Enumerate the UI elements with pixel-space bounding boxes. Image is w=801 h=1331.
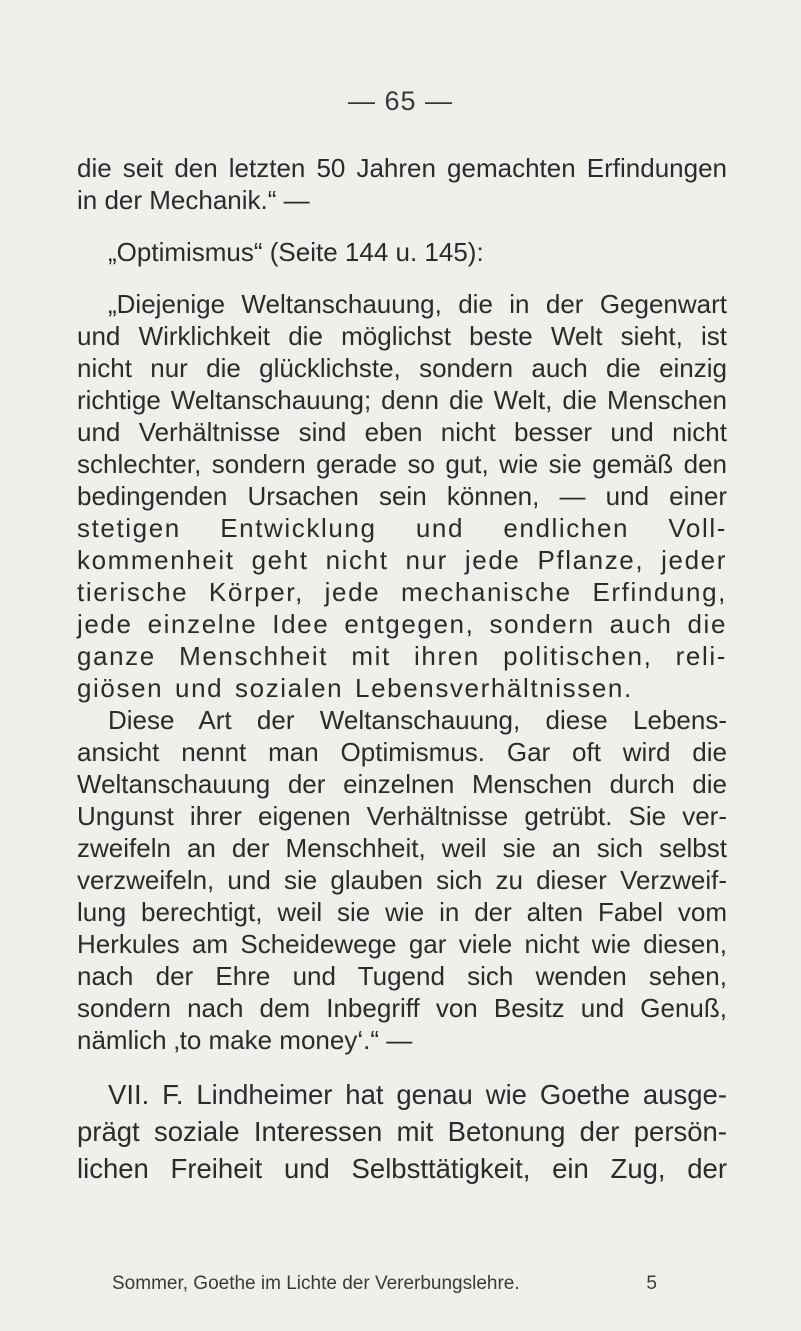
text-line: „Diejenige Weltanschauung, die in der Gegenwart xyxy=(108,289,727,319)
text-line: Herkules am Scheidewege gar viele nicht wie diesen, xyxy=(77,929,727,959)
text-line: zweifeln an der Menschheit, weil sie an sich selbst xyxy=(77,833,727,863)
signature-line: Sommer, Goethe im Lichte der Vererbungslehre. xyxy=(112,1273,520,1294)
text-line: verzweifeln, und sie glauben sich zu dieser Verzweif- xyxy=(77,865,727,895)
text-line: kommenheit geht nicht nur jede Pflanze, jeder xyxy=(77,545,727,575)
text-line: nämlich ‚to make money‘.“ — xyxy=(77,1025,413,1055)
body-text xyxy=(77,152,727,1187)
text-line: die seit den letzten 50 Jahren gemachten Erfindungen xyxy=(77,153,727,183)
text-line: tierische Körper, jede mechanische Erfindung, xyxy=(77,577,727,607)
text-line: bedingenden Ursachen sein können, — und einer xyxy=(77,481,727,511)
page-number: — 65 — xyxy=(347,86,454,116)
text-line: und Verhältnisse sind eben nicht besser und nicht xyxy=(77,417,727,447)
text-line: nach der Ehre und Tugend sich wenden sehen, xyxy=(77,961,727,991)
text-line: sondern nach dem Inbegriff von Besitz und Genuß, xyxy=(77,993,727,1023)
text-line: und Wirklichkeit die möglichst beste Welt sieht, ist xyxy=(77,321,727,351)
text-line: stetigen Entwicklung und endlichen Voll- xyxy=(77,513,727,543)
text-line: nicht nur die glücklichste, sondern auch die einzig xyxy=(77,353,727,383)
text-line: richtige Weltanschauung; denn die Welt, die Menschen xyxy=(77,385,727,415)
text-line: ansicht nennt man Optimismus. Gar oft wird die xyxy=(77,737,727,767)
text-line: prägt soziale Interessen mit Betonung der persön- xyxy=(77,1116,727,1147)
section-heading: „Optimismus“ (Seite 144 u. 145): xyxy=(108,237,484,267)
text-line: lichen Freiheit und Selbsttätigkeit, ein Zug, der xyxy=(77,1153,727,1184)
sheet-number: 5 xyxy=(646,1273,657,1294)
text-line: giösen und sozialen Lebensverhältnissen. xyxy=(77,673,633,703)
text-line: Weltanschauung der einzelnen Menschen durch die xyxy=(77,769,727,799)
text-line: Ungunst ihrer eigenen Verhältnisse getrübt. Sie ver- xyxy=(77,801,727,831)
text-line: in der Mechanik.“ — xyxy=(77,185,310,215)
text-line: schlechter, sondern gerade so gut, wie sie gemäß den xyxy=(77,449,727,479)
text-line: jede einzelne Idee entgegen, sondern auch die xyxy=(77,609,727,639)
text-line: ganze Menschheit mit ihren politischen, reli- xyxy=(77,641,727,671)
text-line: VII. F. Lindheimer hat genau wie Goethe ausge- xyxy=(108,1079,727,1110)
text-line: lung berechtigt, weil sie wie in der alten Fabel vom xyxy=(77,897,727,927)
text-line: Diese Art der Weltanschauung, diese Lebens- xyxy=(108,705,727,735)
